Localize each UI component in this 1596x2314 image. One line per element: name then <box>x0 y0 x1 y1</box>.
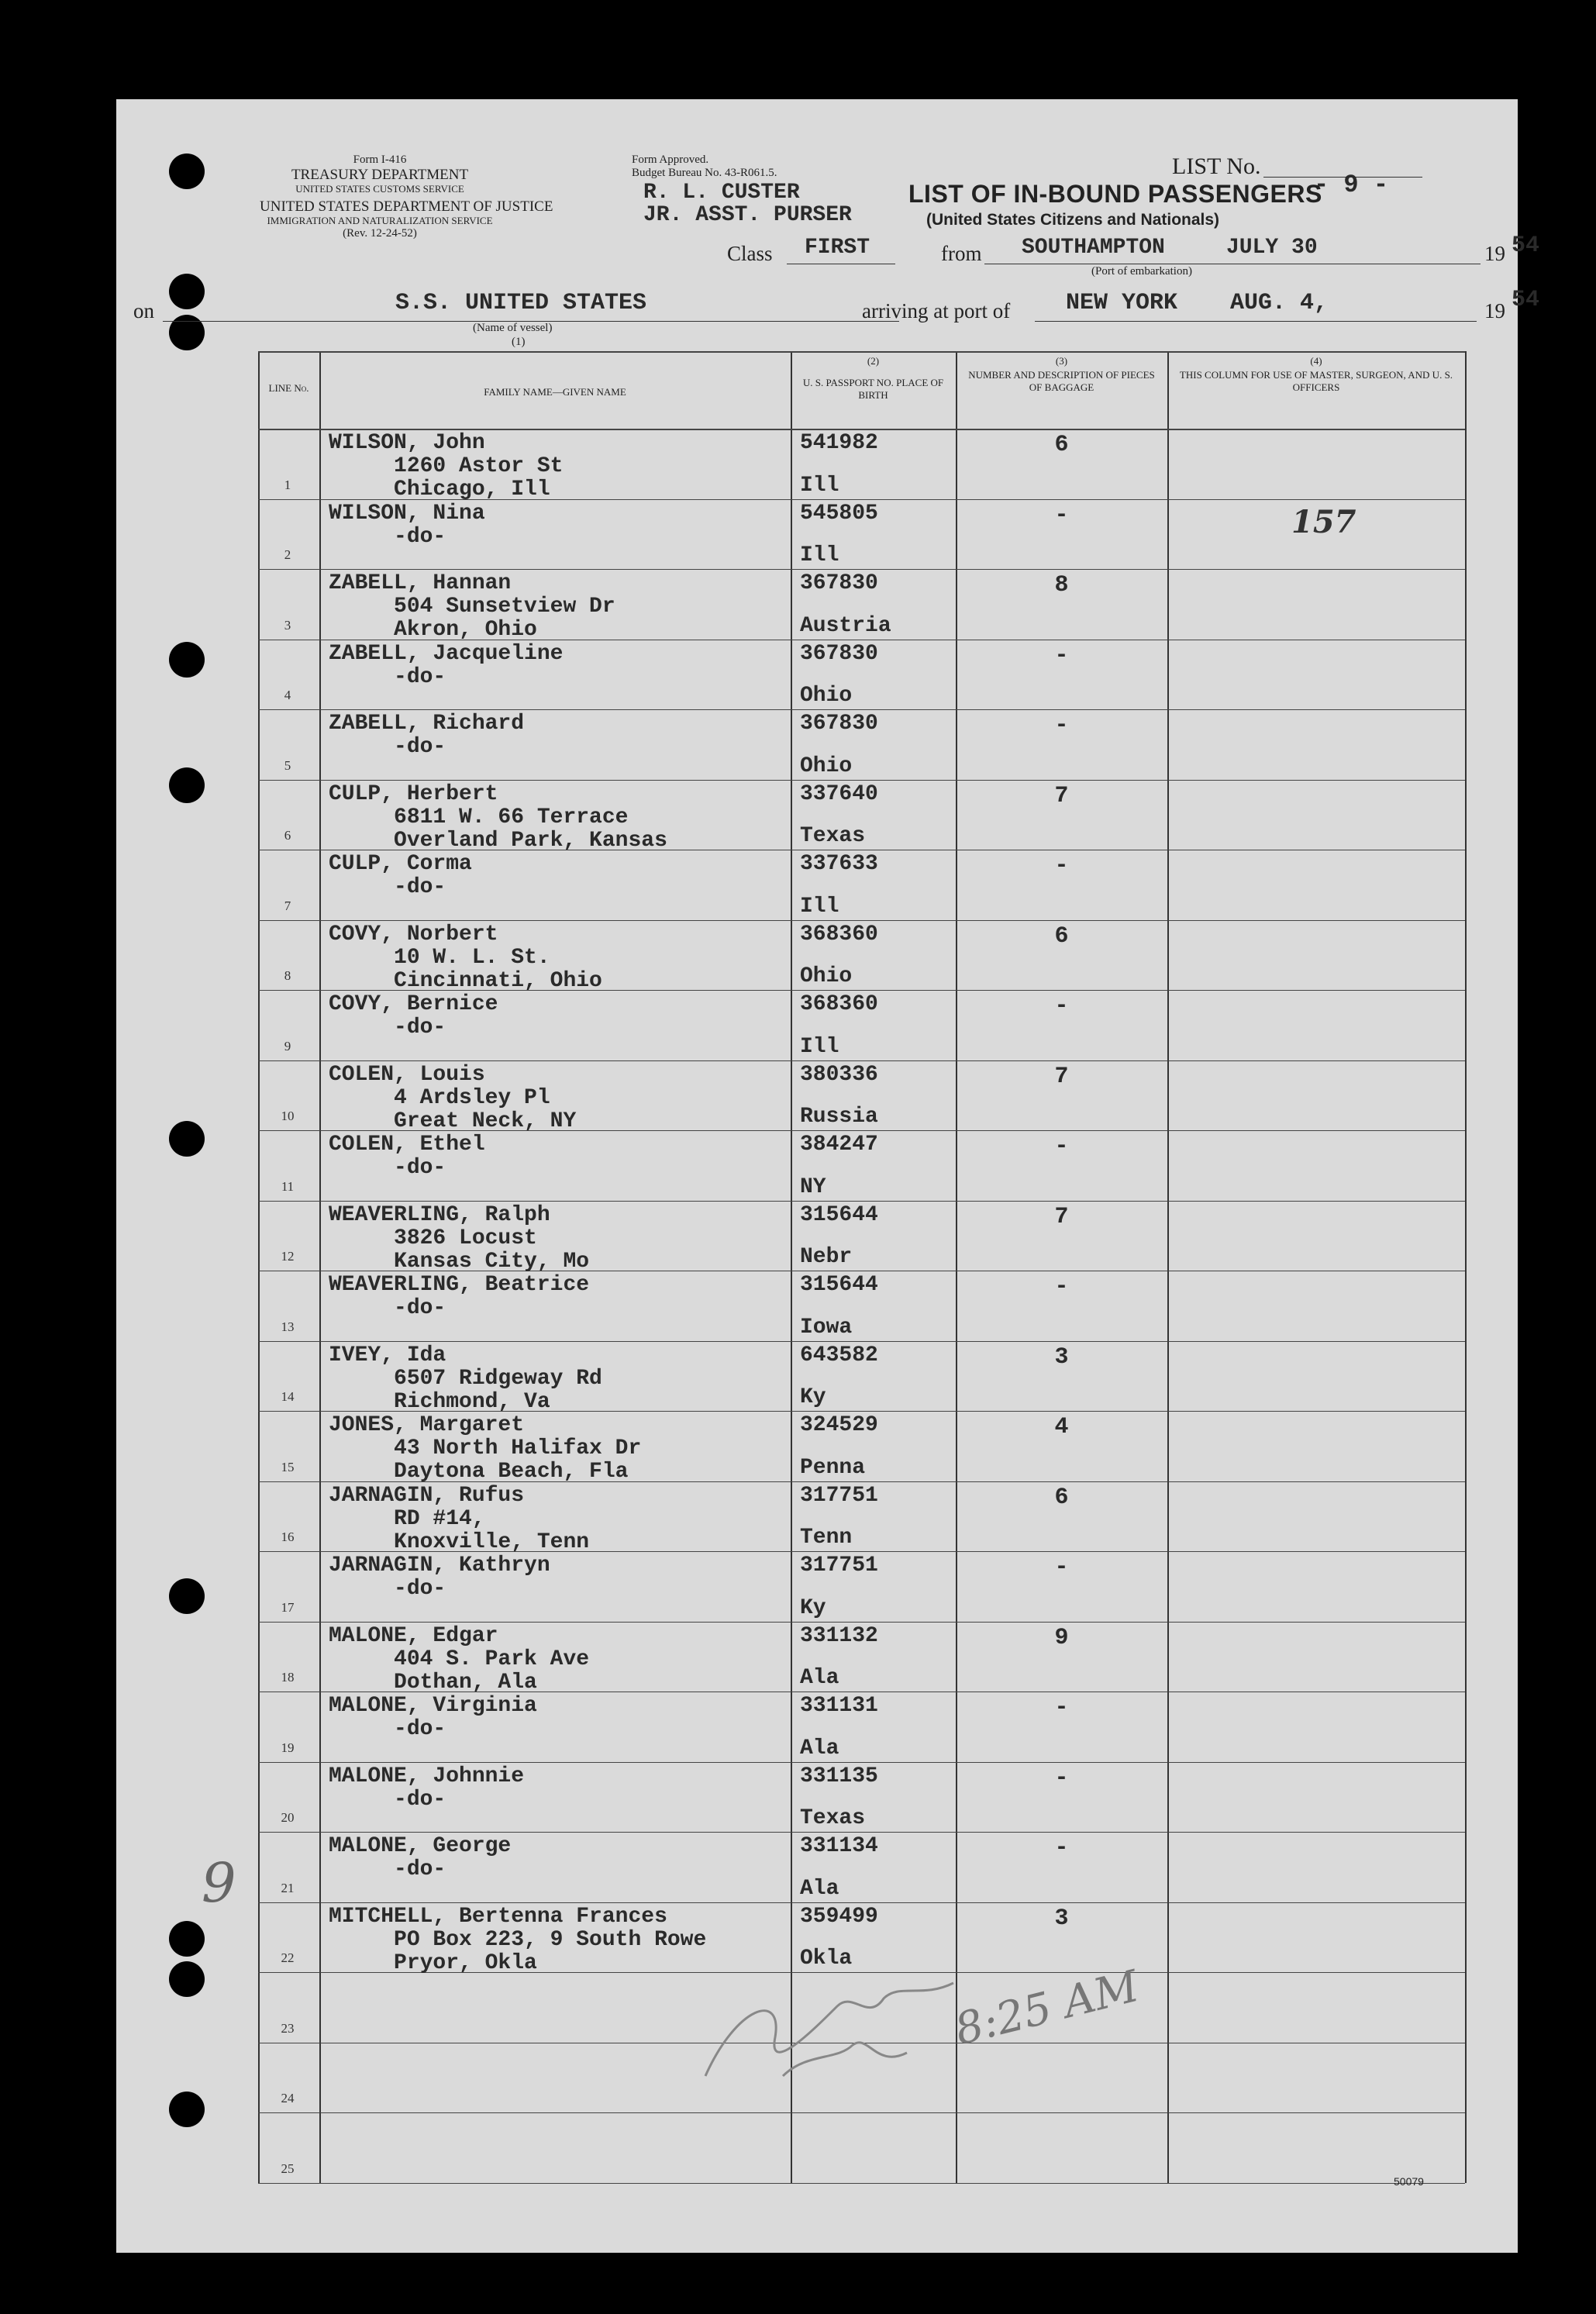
form-code: 50079 <box>1394 2175 1424 2188</box>
place-of-birth: Ill <box>800 543 839 567</box>
table-vline <box>956 351 957 2183</box>
embark-year: 54 <box>1512 233 1540 259</box>
passenger-name: ZABELL, Jacqueline -do- <box>329 641 564 689</box>
on-label: on <box>133 299 154 322</box>
baggage-count: 7 <box>1054 1203 1069 1230</box>
arrival-date: AUG. 4, <box>1230 290 1329 316</box>
punch-hole <box>169 767 205 803</box>
line-number: 18 <box>281 1670 295 1685</box>
table-vline <box>1167 351 1169 2183</box>
baggage-count: - <box>1054 1695 1069 1721</box>
signature-scrawl <box>690 1944 984 2092</box>
passport-number: 359499 <box>800 1904 878 1929</box>
passport-number: 367830 <box>800 571 878 595</box>
passport-number: 643582 <box>800 1343 878 1367</box>
line-number: 5 <box>284 757 291 773</box>
punch-hole <box>169 642 205 678</box>
line-number: 4 <box>284 688 291 702</box>
passenger-name: WEAVERLING, Ralph 3826 Locust Kansas City, Mo <box>329 1202 590 1274</box>
justice-dept: UNITED STATES DEPARTMENT OF JUSTICE <box>260 198 553 216</box>
revision-date: (Rev. 12-24-52) <box>343 226 417 240</box>
budget-bureau: Budget Bureau No. 43-R061.5. <box>632 166 777 179</box>
place-of-birth: Tenn <box>800 1526 853 1550</box>
passenger-name: ZABELL, Hannan 504 Sunsetview Dr Akron, Ohio <box>329 571 615 642</box>
form-number: Form I-416 <box>353 153 407 166</box>
arrival-port: NEW YORK <box>1066 290 1178 316</box>
passport-number: 324529 <box>800 1413 878 1437</box>
passenger-name: CULP, Herbert 6811 W. 66 Terrace Overland Park, Kansas <box>329 781 667 853</box>
line-number: 25 <box>281 2161 295 2176</box>
place-of-birth: Ill <box>800 894 839 919</box>
baggage-count: - <box>1054 853 1069 879</box>
purser-name: R. L. CUSTER <box>643 181 800 205</box>
punch-hole <box>169 1578 205 1614</box>
baggage-count: 7 <box>1054 1063 1069 1090</box>
officer-note: 157 <box>1291 503 1356 540</box>
baggage-count: 7 <box>1054 782 1069 809</box>
line-number: 8 <box>284 968 291 983</box>
form-header <box>260 153 553 240</box>
passport-number: 545805 <box>800 501 878 526</box>
line-number: 12 <box>281 1249 295 1264</box>
baggage-count: - <box>1054 502 1069 529</box>
passenger-name: JONES, Margaret 43 North Halifax Dr Daytona Beach, Fla <box>329 1413 642 1484</box>
line-number: 17 <box>281 1599 295 1615</box>
place-of-birth: Penna <box>800 1455 866 1480</box>
col-1-num: (1) <box>512 336 526 348</box>
margin-note: 9 <box>202 1851 236 1915</box>
line-number: 11 <box>281 1178 295 1194</box>
baggage-count: 4 <box>1054 1414 1069 1440</box>
customs-service: UNITED STATES CUSTOMS SERVICE <box>295 183 464 195</box>
row-divider <box>258 1622 1465 1623</box>
approval-block <box>632 153 777 179</box>
passenger-name: WILSON, Nina -do- <box>329 501 485 549</box>
passport-number: 317751 <box>800 1483 878 1508</box>
embark-date: JULY 30 <box>1226 236 1318 260</box>
line-number: 7 <box>284 898 291 913</box>
place-of-birth: Texas <box>800 1806 866 1830</box>
baggage-count: 6 <box>1054 922 1069 950</box>
embark-port: SOUTHAMPTON <box>1022 236 1165 260</box>
embark-caption: (Port of embarkation) <box>1091 265 1192 278</box>
passenger-name: CULP, Corma -do- <box>329 852 472 899</box>
baggage-count: 6 <box>1054 1484 1069 1511</box>
row-divider <box>258 1341 1465 1342</box>
row-divider <box>258 920 1465 921</box>
line-number: 10 <box>281 1109 295 1123</box>
passenger-name: MALONE, Edgar 404 S. Park Ave Dothan, Ala <box>329 1623 590 1695</box>
baggage-count: - <box>1054 993 1069 1019</box>
passport-number: 317751 <box>800 1554 878 1578</box>
list-number: - 9 - <box>1314 171 1389 199</box>
list-no-label: LIST No. <box>1172 153 1261 179</box>
punch-hole <box>169 274 205 309</box>
place-of-birth: Ohio <box>800 684 853 708</box>
passport-number: 337633 <box>800 852 878 876</box>
col-4-num: (4) <box>1310 355 1322 367</box>
passenger-name: COLEN, Ethel -do- <box>329 1133 485 1180</box>
place-of-birth: Ohio <box>800 964 853 988</box>
baggage-count: 3 <box>1054 1905 1069 1932</box>
baggage-count: - <box>1054 1274 1069 1300</box>
manifest-page <box>116 99 1540 2253</box>
passport-number: 337640 <box>800 781 878 806</box>
passport-number: 380336 <box>800 1062 878 1087</box>
passport-number: 315644 <box>800 1202 878 1227</box>
place-of-birth: Ohio <box>800 754 853 778</box>
row-divider <box>258 709 1465 710</box>
passenger-name: MALONE, Virginia -do- <box>329 1694 537 1741</box>
row-divider <box>258 1201 1465 1202</box>
line-number: 6 <box>284 828 291 843</box>
purser-stamp <box>643 181 852 226</box>
line-number: 23 <box>281 2020 295 2036</box>
passenger-name: ZABELL, Richard -do- <box>329 712 525 759</box>
place-of-birth: Ala <box>800 1666 839 1690</box>
arrival-year: 54 <box>1512 287 1540 313</box>
passport-number: 368360 <box>800 992 878 1016</box>
passenger-name: COVY, Norbert 10 W. L. St. Cincinnati, Ohio <box>329 922 602 993</box>
passenger-name: COVY, Bernice -do- <box>329 992 498 1040</box>
place-of-birth: Ky <box>800 1385 826 1409</box>
punch-hole <box>169 153 205 189</box>
passport-number: 315644 <box>800 1273 878 1297</box>
form-subtitle: (United States Citizens and Nationals) <box>926 211 1220 229</box>
passenger-name: MITCHELL, Bertenna Frances PO Box 223, 9 South Rowe Pryor, Okla <box>329 1904 707 1975</box>
passport-number: 331132 <box>800 1623 878 1648</box>
place-of-birth: Ill <box>800 1034 839 1059</box>
baggage-header: NUMBER AND DESCRIPTION OF PIECES OF BAGGAGE <box>968 369 1155 393</box>
row-divider <box>258 569 1465 570</box>
purser-title: JR. ASST. PURSER <box>643 203 852 227</box>
line-number: 20 <box>281 1810 295 1825</box>
passport-number: 367830 <box>800 712 878 736</box>
table-hline <box>258 351 1465 353</box>
baggage-count: 9 <box>1054 1624 1069 1651</box>
line-number: 24 <box>281 2091 295 2105</box>
passport-number: 331131 <box>800 1694 878 1718</box>
punch-hole <box>169 1121 205 1157</box>
vessel-name: S.S. UNITED STATES <box>395 290 647 316</box>
table-hline <box>258 429 1465 430</box>
line-number: 1 <box>284 477 291 492</box>
passenger-name: WILSON, John 1260 Astor St Chicago, Ill <box>329 431 564 502</box>
baggage-count: - <box>1054 1554 1069 1581</box>
table-vline <box>319 351 321 2183</box>
place-of-birth: Ala <box>800 1736 839 1761</box>
line-number: 15 <box>281 1459 295 1474</box>
place-of-birth: Nebr <box>800 1245 853 1269</box>
line-number: 19 <box>281 1740 295 1755</box>
row-divider <box>258 780 1465 781</box>
place-of-birth: Ky <box>800 1595 826 1620</box>
passport-number: 331134 <box>800 1834 878 1858</box>
embark-year-prefix: 19 <box>1484 242 1505 265</box>
passport-number: 384247 <box>800 1133 878 1157</box>
place-of-birth: Ala <box>800 1876 839 1901</box>
row-divider <box>258 1762 1465 1763</box>
place-of-birth: Okla <box>800 1947 853 1971</box>
line-number: 14 <box>281 1389 295 1404</box>
arrival-year-prefix: 19 <box>1484 299 1505 322</box>
line-number: 9 <box>284 1038 291 1054</box>
passport-number: 541982 <box>800 431 878 455</box>
baggage-count: 6 <box>1054 432 1069 458</box>
baggage-count: - <box>1054 642 1069 669</box>
form-title: LIST OF IN-BOUND PASSENGERS <box>908 180 1322 208</box>
passenger-name: JARNAGIN, Kathryn -do- <box>329 1554 550 1601</box>
col-3-num: (3) <box>1055 355 1068 367</box>
passenger-name: COLEN, Louis 4 Ardsley Pl Great Neck, NY <box>329 1062 577 1133</box>
stamp-time: 8:25 AM <box>950 1961 1144 2056</box>
row-divider <box>258 1832 1465 1833</box>
officers-header: THIS COLUMN FOR USE OF MASTER, SURGEON, AND U. S. OFFICERS <box>1179 369 1453 393</box>
passenger-name: MALONE, Johnnie -do- <box>329 1764 525 1812</box>
row-divider <box>258 1902 1465 1903</box>
passenger-name: WEAVERLING, Beatrice -do- <box>329 1273 590 1320</box>
row-divider <box>258 2183 1465 2184</box>
place-of-birth: Russia <box>800 1105 878 1129</box>
passenger-name: IVEY, Ida 6507 Ridgeway Rd Richmond, Va <box>329 1343 602 1414</box>
ins-service: IMMIGRATION AND NATURALIZATION SERVICE <box>267 214 493 226</box>
table-vline <box>1465 351 1467 2183</box>
passport-header: U. S. PASSPORT NO. PLACE OF BIRTH <box>802 377 944 401</box>
line-no-header: LINE No. <box>268 382 309 394</box>
place-of-birth: Texas <box>800 824 866 848</box>
place-of-birth: NY <box>800 1174 826 1199</box>
place-of-birth: Ill <box>800 473 839 498</box>
col-2-num: (2) <box>867 355 880 367</box>
baggage-count: - <box>1054 1835 1069 1861</box>
baggage-count: 8 <box>1054 572 1069 598</box>
table-vline <box>791 351 792 2183</box>
punch-hole <box>169 315 205 350</box>
table-vline <box>258 351 260 2183</box>
baggage-count: - <box>1054 1764 1069 1792</box>
punch-hole <box>169 2092 205 2127</box>
passport-number: 331135 <box>800 1764 878 1788</box>
passport-number: 368360 <box>800 922 878 947</box>
row-divider <box>258 2112 1465 2113</box>
baggage-count: - <box>1054 1133 1069 1160</box>
line-number: 2 <box>284 547 291 562</box>
passport-number: 367830 <box>800 641 878 666</box>
row-divider <box>258 1060 1465 1061</box>
place-of-birth: Austria <box>800 613 891 638</box>
baggage-count: 3 <box>1054 1343 1069 1371</box>
treasury-dept: TREASURY DEPARTMENT <box>291 167 469 184</box>
arriving-label: arriving at port of <box>862 299 1011 322</box>
line-number: 16 <box>281 1529 295 1544</box>
line-number: 21 <box>281 1880 295 1895</box>
from-label: from <box>941 242 982 265</box>
line-number: 13 <box>281 1319 295 1334</box>
passenger-name: JARNAGIN, Rufus RD #14, Knoxville, Tenn <box>329 1483 590 1554</box>
line-number: 22 <box>281 1950 295 1965</box>
place-of-birth: Iowa <box>800 1315 853 1340</box>
line-number: 3 <box>284 617 291 633</box>
baggage-count: - <box>1054 712 1069 739</box>
vessel-caption: (Name of vessel) <box>473 322 553 334</box>
name-header: FAMILY NAME—GIVEN NAME <box>484 386 626 398</box>
form-approved: Form Approved. <box>632 153 709 166</box>
class-label: Class <box>727 242 773 265</box>
punch-hole <box>169 1921 205 1957</box>
class-value: FIRST <box>805 236 870 260</box>
passenger-name: MALONE, George -do- <box>329 1834 512 1881</box>
punch-hole <box>169 1961 205 1997</box>
